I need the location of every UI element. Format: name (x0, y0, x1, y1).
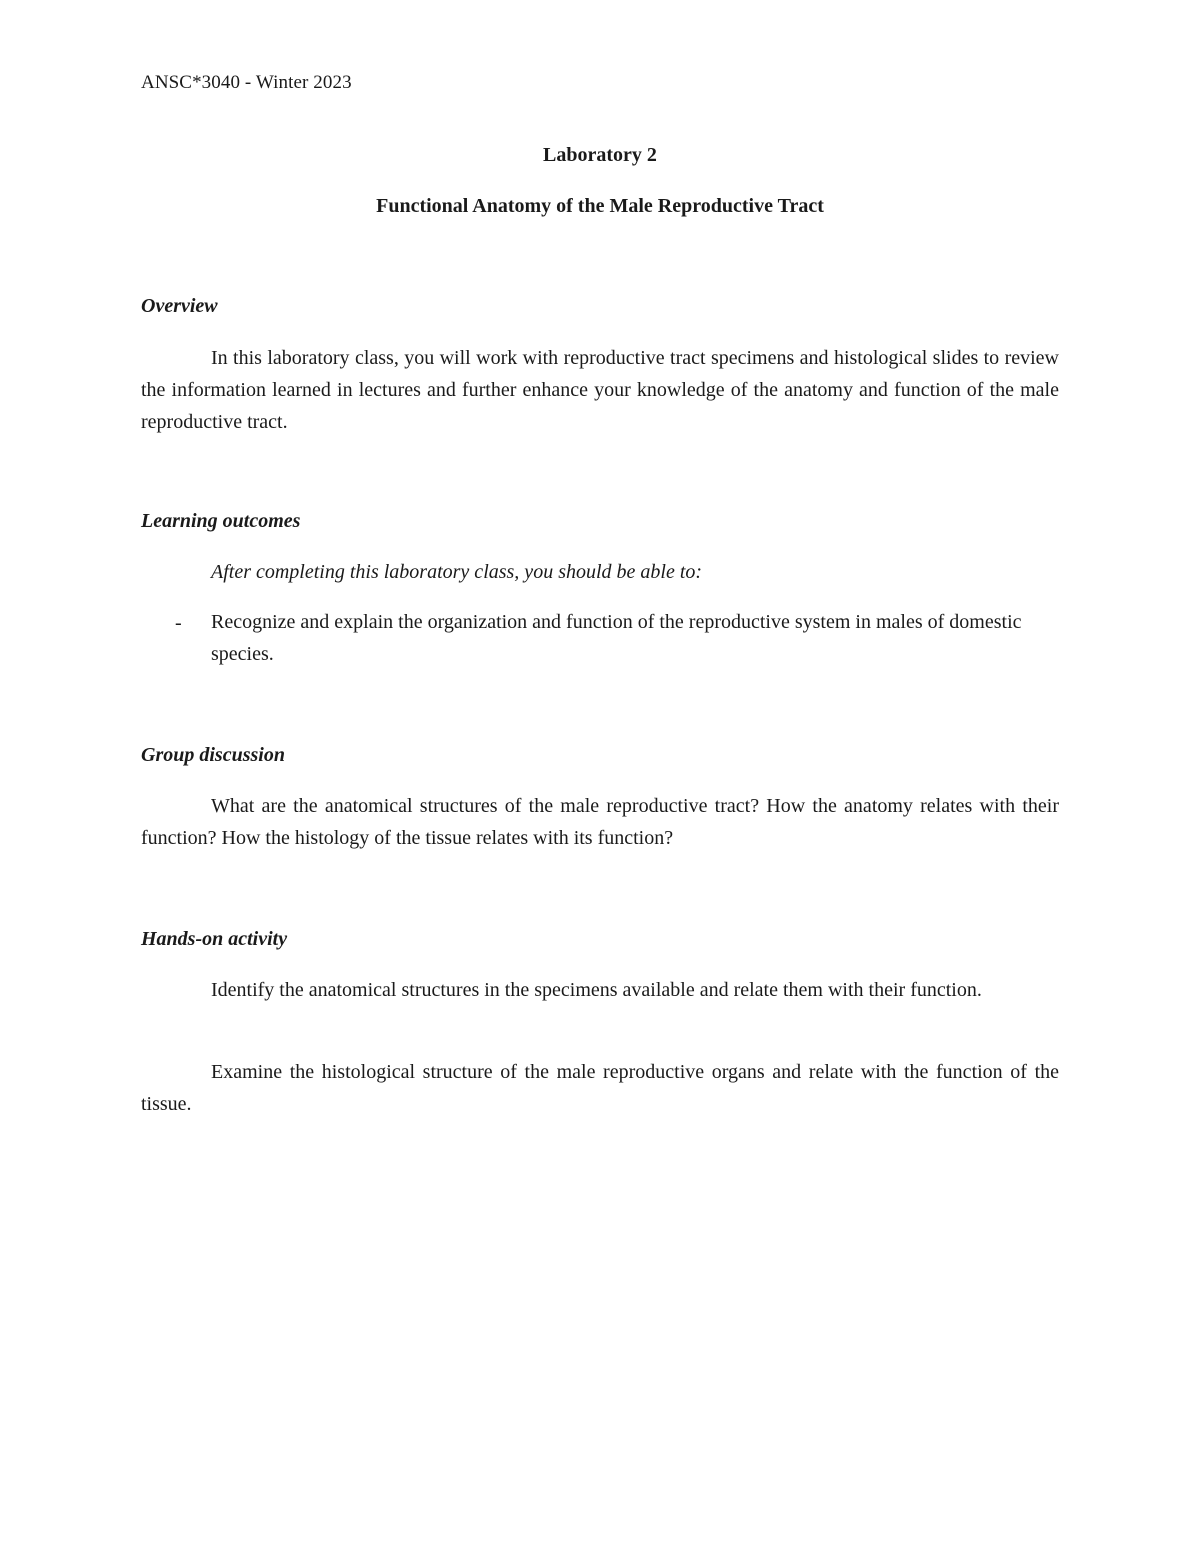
lab-topic-title: Functional Anatomy of the Male Reproductive Tract (376, 195, 824, 217)
bullet-marker: - (175, 612, 182, 634)
hands-on-heading: Hands-on activity (141, 928, 288, 950)
hands-on-paragraph-2: Examine the histological structure of the male reproductive organs and relate with the function of the tissue. (141, 1061, 1059, 1115)
learning-outcome-item: Recognize and explain the organization and function of the reproductive system in males of domestic species. (211, 611, 1022, 665)
learning-outcomes-heading: Learning outcomes (141, 510, 301, 532)
lab-number-title: Laboratory 2 (543, 144, 657, 166)
group-discussion-paragraph: What are the anatomical structures of the male reproductive tract? How the anatomy relates with their function? How the histology of the tissue relates with its function? (141, 795, 1059, 849)
course-header: ANSC*3040 - Winter 2023 (141, 72, 352, 93)
overview-paragraph: In this laboratory class, you will work with reproductive tract specimens and histological slides to review the information learned in lectures and further enhance your knowledge of the anatomy and function of the male reproductive tract. (141, 347, 1059, 433)
hands-on-paragraph-1: Identify the anatomical structures in the specimens available and relate them with their function. (211, 979, 982, 1001)
group-discussion-heading: Group discussion (141, 744, 285, 766)
overview-heading: Overview (141, 295, 218, 317)
learning-outcomes-intro: After completing this laboratory class, you should be able to: (211, 561, 703, 583)
